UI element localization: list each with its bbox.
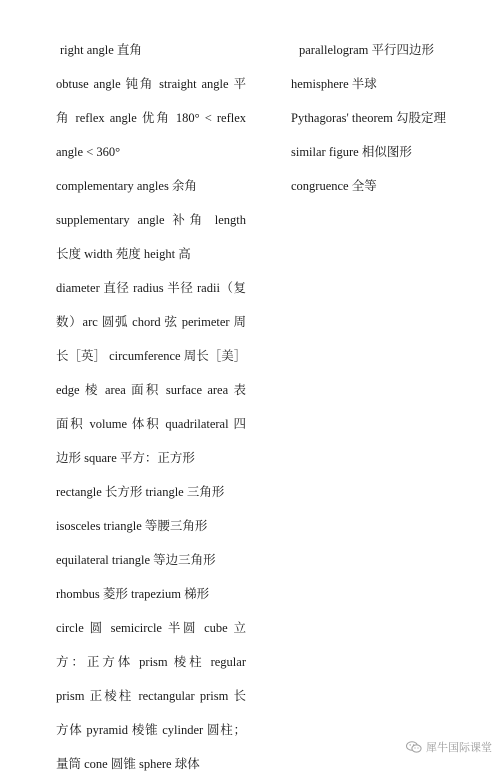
vocab-line: 边形 square 平方：正方形 xyxy=(56,451,195,465)
vocab-line: obtuse angle 钝角 straight angle 平 xyxy=(56,77,246,91)
vocab-line: 长［英］ circumference 周长［美］ xyxy=(56,349,247,363)
vocab-line: hemisphere 半球 xyxy=(291,77,377,91)
vocab-line: 角 reflex angle 优角 180° < reflex xyxy=(56,111,246,125)
vocab-line: similar figure 相似图形 xyxy=(291,145,412,159)
vocab-line: 数）arc 圆弧 chord 弦 perimeter 周 xyxy=(56,315,246,329)
vocab-line: isosceles triangle 等腰三角形 xyxy=(56,519,208,533)
vocab-line: 量筒 cone 圆锥 sphere 球体 xyxy=(56,757,200,771)
vocab-line: edge 棱 area 面积 surface area 表 xyxy=(56,383,246,397)
vocab-line: 方体 pyramid 棱锥 cylinder 圆柱； xyxy=(56,723,246,737)
vocab-line: prism 正棱柱 rectangular prism 长 xyxy=(56,689,246,703)
vocab-line: rhombus 菱形 trapezium 梯形 xyxy=(56,587,210,601)
wechat-icon xyxy=(406,741,422,753)
vocab-line: right angle 直角 xyxy=(60,43,142,57)
vocab-line: equilateral triangle 等边三角形 xyxy=(56,553,216,567)
vocab-line: parallelogram 平行四边形 xyxy=(299,43,435,57)
vocab-line: congruence 全等 xyxy=(291,179,377,193)
vocab-line: 方：正方体 prism 棱柱 regular xyxy=(56,655,246,669)
watermark-text: 犀牛国际课堂 xyxy=(426,741,492,754)
vocab-line: diameter 直径 radius 半径 radii（复 xyxy=(56,281,246,295)
vocab-line: supplementary angle 补角 length xyxy=(56,213,246,227)
vocab-line: 面积 volume 体积 quadrilateral 四 xyxy=(56,417,246,431)
vocab-line: complementary angles 余角 xyxy=(56,179,197,193)
vocab-line: 长度 width 苑度 height 高 xyxy=(56,247,191,261)
vocab-line: circle 圆 semicircle 半圆 cube 立 xyxy=(56,621,246,635)
watermark xyxy=(406,739,492,755)
vocab-line: rectangle 长方形 triangle 三角形 xyxy=(56,485,225,499)
vocab-line: Pythagoras' theorem 勾股定理 xyxy=(291,111,447,125)
vocab-line: angle < 360° xyxy=(56,145,121,159)
